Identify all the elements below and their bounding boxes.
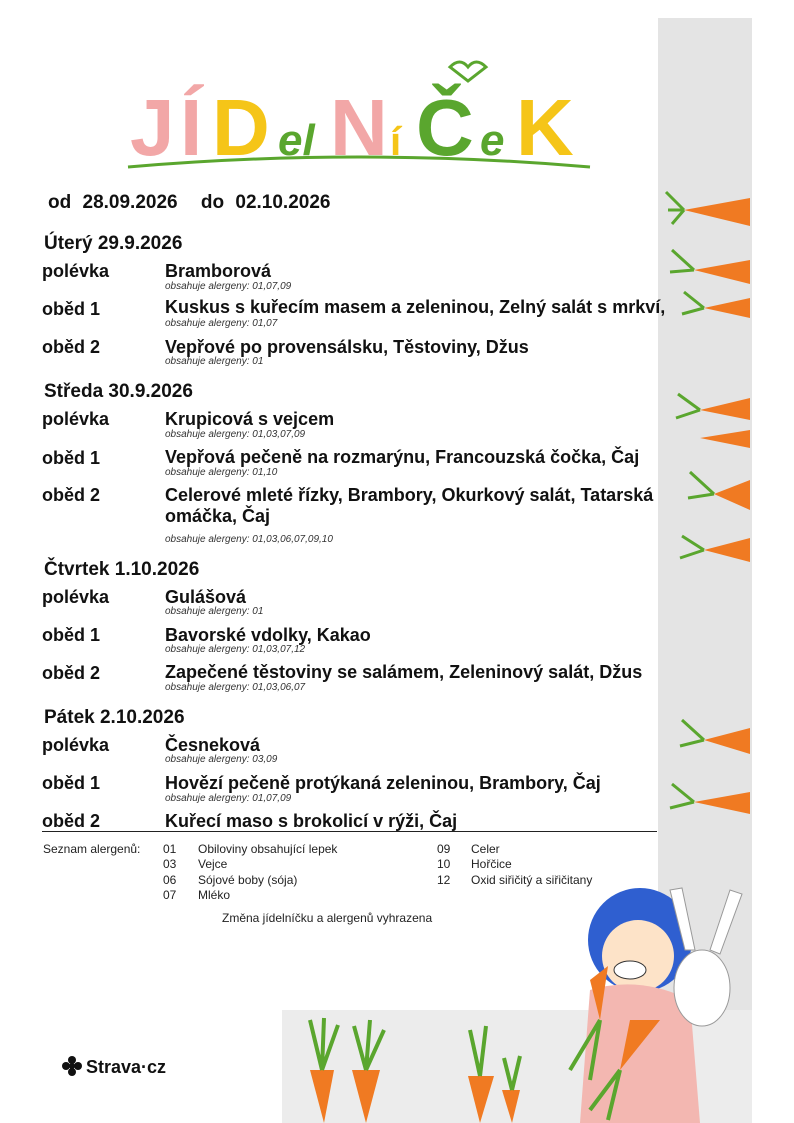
allergen-code: 07	[163, 888, 177, 902]
meal-dish: Hovězí pečeně protýkaná zeleninou, Brambory, Čaj	[165, 773, 601, 793]
meal-dish: Bavorské vdolky, Kakao	[165, 625, 371, 645]
girl-with-carrots-illustration	[290, 870, 750, 1123]
date-range	[48, 192, 336, 214]
brand-logo	[62, 1056, 166, 1078]
meal-allergens: obsahuje alergeny: 01	[165, 606, 264, 617]
meal-label: polévka	[42, 261, 110, 281]
meal-dish: Kuskus s kuřecím masem a zeleninou, Zelný salát s mrkví,	[165, 297, 666, 317]
meal-allergens: obsahuje alergeny: 01,03,06,07,09,10	[165, 534, 333, 545]
svg-text:í: í	[390, 120, 402, 164]
meal-label: oběd 2	[42, 485, 101, 505]
allergen-name: Oxid siřičitý a siřičitany	[471, 873, 593, 887]
svg-text:N: N	[330, 83, 388, 172]
allergen-list-label: Seznam alergenů:	[43, 842, 141, 856]
title-logo	[120, 55, 600, 185]
meal-dish: Kuřecí maso s brokolicí v rýži, Čaj	[165, 811, 458, 831]
meal-dish: Česneková	[165, 735, 261, 755]
meal-dish: Gulášová	[165, 587, 247, 607]
day-heading: Středa 30.9.2026	[44, 381, 193, 402]
meal-dish: Vepřová pečeně na rozmarýnu, Francouzská čočka, Čaj	[165, 447, 640, 467]
meal-dish: Vepřové po provensálsku, Těstoviny, Džus	[165, 337, 529, 357]
allergen-name: Celer	[471, 842, 500, 856]
meal-dish: Bramborová	[165, 261, 272, 281]
allergen-name: Sójové boby (sója)	[198, 873, 298, 887]
meal-dish: Zapečené těstoviny se salámem, Zeleninový salát, Džus	[165, 662, 643, 682]
svg-text:D: D	[212, 83, 270, 172]
day-heading: Úterý 29.9.2026	[44, 233, 183, 254]
allergen-name: Obiloviny obsahující lepek	[198, 842, 338, 856]
meal-label: polévka	[42, 409, 110, 429]
meal-dish-line2: omáčka, Čaj	[165, 506, 271, 526]
day-heading: Čtvrtek 1.10.2026	[44, 559, 200, 580]
allergen-code: 12	[437, 873, 451, 887]
carrot-decoration	[664, 180, 754, 840]
meal-label: polévka	[42, 735, 110, 755]
allergen-name: Hořčice	[471, 857, 512, 871]
allergen-code: 10	[437, 857, 451, 871]
meal-allergens: obsahuje alergeny: 01,03,07,09	[165, 429, 306, 440]
svg-text:e: e	[480, 116, 505, 165]
brand-name: Strava·cz	[86, 1057, 167, 1077]
divider	[42, 831, 657, 832]
to-label: do	[200, 192, 225, 213]
to-date: 02.10.2026	[235, 192, 331, 213]
disclaimer-note: Změna jídelníčku a alergenů vyhrazena	[222, 911, 433, 925]
meal-label: oběd 1	[42, 625, 101, 645]
meal-allergens: obsahuje alergeny: 01,07	[165, 318, 278, 329]
meal-allergens: obsahuje alergeny: 03,09	[165, 754, 278, 765]
allergen-code: 01	[163, 842, 177, 856]
meal-label: oběd 1	[42, 448, 101, 468]
day-heading: Pátek 2.10.2026	[44, 707, 185, 728]
svg-text:K: K	[516, 83, 574, 172]
meal-allergens: obsahuje alergeny: 01,03,07,12	[165, 644, 306, 655]
allergen-name: Mléko	[198, 888, 231, 902]
allergen-code: 06	[163, 873, 177, 887]
meal-dish-line1: Celerové mleté řízky, Brambory, Okurkový salát, Tatarská	[165, 485, 654, 505]
meal-label: oběd 2	[42, 663, 101, 683]
svg-text:el: el	[278, 116, 315, 165]
meal-allergens: obsahuje alergeny: 01,07,09	[165, 281, 292, 292]
meal-allergens: obsahuje alergeny: 01	[165, 356, 264, 367]
meal-label: oběd 2	[42, 811, 101, 831]
meal-label: oběd 1	[42, 299, 101, 319]
meal-label: polévka	[42, 587, 110, 607]
meal-allergens: obsahuje alergeny: 01,10	[165, 467, 278, 478]
meal-dish: Krupicová s vejcem	[165, 409, 335, 429]
allergen-name: Vejce	[198, 857, 228, 871]
svg-text:J: J	[130, 83, 175, 172]
allergen-code: 09	[437, 842, 451, 856]
svg-text:Č: Č	[416, 83, 474, 172]
meal-label: oběd 2	[42, 337, 101, 357]
meal-allergens: obsahuje alergeny: 01,03,06,07	[165, 682, 306, 693]
from-date: 28.09.2026	[82, 192, 178, 213]
flower-icon	[62, 1056, 82, 1076]
meal-allergens: obsahuje alergeny: 01,07,09	[165, 793, 292, 804]
allergen-code: 03	[163, 857, 177, 871]
from-label: od	[48, 192, 72, 213]
svg-text:Í: Í	[180, 83, 203, 172]
meal-label: oběd 1	[42, 773, 101, 793]
